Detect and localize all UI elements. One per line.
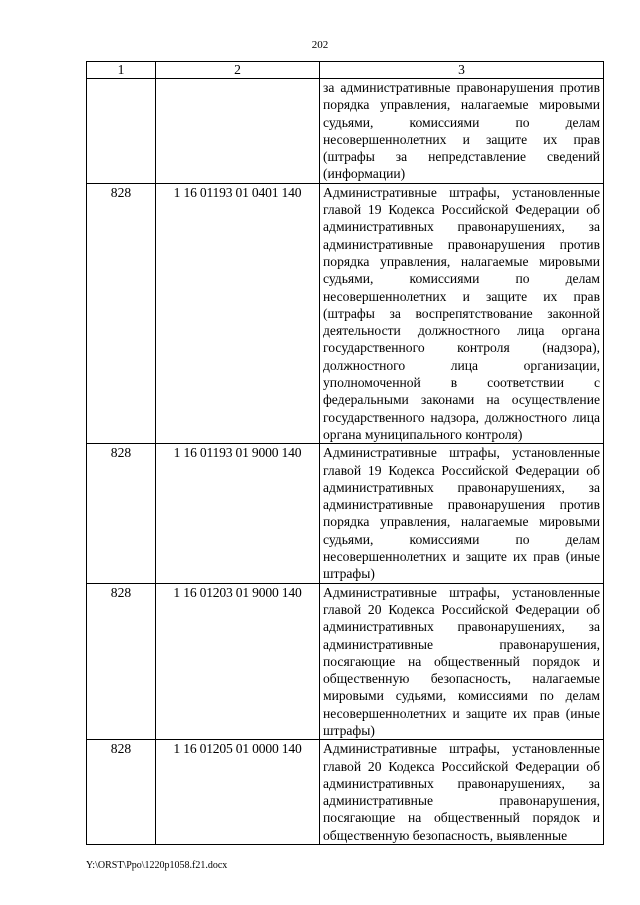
admin-code-cell: 828 (87, 444, 156, 583)
page-number: 202 (311, 39, 329, 51)
budget-code-cell: 1 16 01205 01 0000 140 (156, 740, 320, 845)
header-col-2: 2 (156, 62, 320, 79)
budget-code-cell: 1 16 01203 01 9000 140 (156, 583, 320, 740)
table-row (87, 444, 604, 583)
revenue-name-cell: за административные правонарушения против порядка управления, налагаемые мировыми судьями, комиссиями по делам несовершеннолетних и защите их прав (штрафы за непредставление сведений (информации) (320, 79, 604, 184)
table-row (87, 183, 604, 443)
table-row (87, 79, 604, 184)
revenue-name-cell: Административные штрафы, установленные главой 20 Кодекса Российской Федерации об административных правонарушениях, за административные правонарушения, посягающие на общественный порядок и общественную безопасность, выявленные (320, 740, 604, 845)
budget-code-cell (156, 79, 320, 184)
footer-file-path: Y:\ORST\Ppo\1220p1058.f21.docx (86, 860, 228, 871)
revenue-name-cell: Административные штрафы, установленные главой 19 Кодекса Российской Федерации об административных правонарушениях, за административные правонарушения против порядка управления, налагаемые мировыми судьями, комиссиями по делам несовершеннолетних и защите их прав (иные штрафы) (320, 444, 604, 583)
table-header-row (87, 62, 604, 79)
admin-code-cell: 828 (87, 740, 156, 845)
admin-code-cell: 828 (87, 583, 156, 740)
table-row (87, 740, 604, 845)
budget-codes-table (86, 61, 604, 845)
table-row (87, 583, 604, 740)
header-col-1: 1 (87, 62, 156, 79)
header-col-3: 3 (320, 62, 604, 79)
budget-code-cell: 1 16 01193 01 0401 140 (156, 183, 320, 443)
admin-code-cell: 828 (87, 183, 156, 443)
budget-code-cell: 1 16 01193 01 9000 140 (156, 444, 320, 583)
revenue-name-cell: Административные штрафы, установленные главой 20 Кодекса Российской Федерации об административных правонарушениях, за административные правонарушения, посягающие на общественный порядок и общественную безопасность, налагаемые мировыми судьями, комиссиями по делам несовершеннолетних и защите их прав (иные штрафы) (320, 583, 604, 740)
admin-code-cell (87, 79, 156, 184)
revenue-name-cell: Административные штрафы, установленные главой 19 Кодекса Российской Федерации об административных правонарушениях, за административные правонарушения против порядка управления, налагаемые мировыми судьями, комиссиями по делам несовершеннолетних и защите их прав (штрафы за воспрепятствование законной деятельности должностного лица органа государственного контроля (надзора), должностного лица организации, уполномоченной в соответствии с федеральными законами на осуществление государственного надзора, должностного лица органа муниципального контроля) (320, 183, 604, 443)
